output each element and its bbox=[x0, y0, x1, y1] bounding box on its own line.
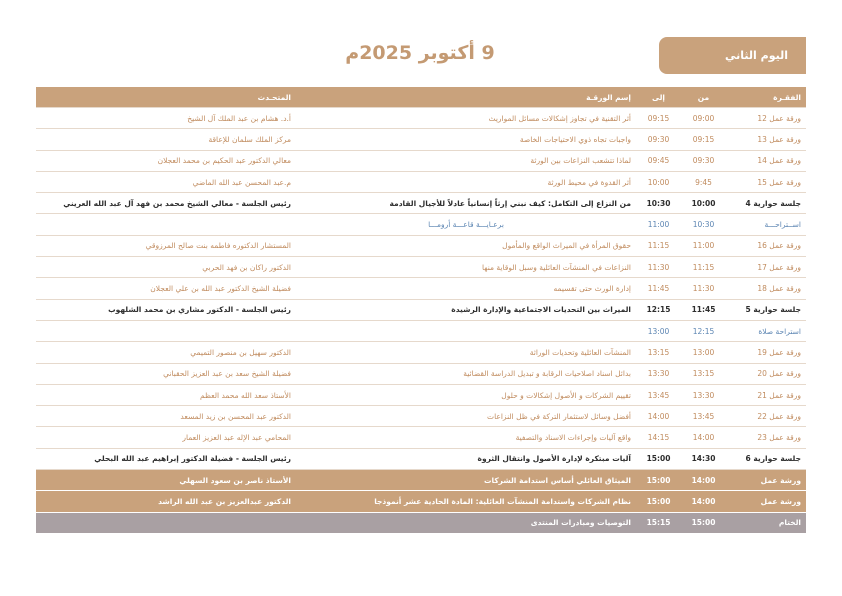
row-paper: تقييم الشركات و الأصول إشكالات و حلول bbox=[296, 384, 636, 405]
row-paper: لماذا تتشعب النزاعات بين الورثة bbox=[296, 150, 636, 171]
row-from: 11:15 bbox=[681, 257, 726, 278]
row-paper: واقع آليات وإجراءات الاسناد والتصفية bbox=[296, 427, 636, 448]
row-to: 11:30 bbox=[636, 257, 681, 278]
row-to: 10:00 bbox=[636, 171, 681, 192]
header-from: من bbox=[681, 87, 726, 108]
row-paper: حقوق المرأة في الميراث الواقع والمأمول bbox=[296, 235, 636, 256]
schedule-table bbox=[36, 87, 806, 533]
row-speaker: الأستاذ سعد الله محمد العظم bbox=[36, 384, 296, 405]
row-period: ورقة عمل 21 bbox=[726, 384, 806, 405]
table-row bbox=[36, 406, 806, 427]
row-speaker: م.عبد المحسن عبد الله الماضي bbox=[36, 171, 296, 192]
row-paper: النزاعات في المنشآت العائلية وسبل الوقاية منها bbox=[296, 257, 636, 278]
row-paper: التوصيات ومبادرات المنتدى bbox=[296, 512, 636, 533]
row-to: 14:00 bbox=[636, 406, 681, 427]
table-row bbox=[36, 214, 806, 235]
row-to: 13:15 bbox=[636, 342, 681, 363]
row-from: 13:45 bbox=[681, 406, 726, 427]
table-row bbox=[36, 448, 806, 469]
row-period: ورقة عمل 15 bbox=[726, 171, 806, 192]
header-to: إلى bbox=[636, 87, 681, 108]
row-to: 11:45 bbox=[636, 278, 681, 299]
row-to: 13:45 bbox=[636, 384, 681, 405]
row-speaker: الدكتور عبد المحسن بن زيد المسعد bbox=[36, 406, 296, 427]
row-speaker: الدكتور سهيل بن منصور التميمي bbox=[36, 342, 296, 363]
table-header-row bbox=[36, 87, 806, 108]
table-body bbox=[36, 108, 806, 533]
row-to: 09:15 bbox=[636, 108, 681, 129]
table-row bbox=[36, 193, 806, 214]
table-row bbox=[36, 108, 806, 129]
row-paper: أثر التقنية في تجاوز إشكالات مسائل المواريث bbox=[296, 108, 636, 129]
row-paper: الميراث بين التحديات الاجتماعية والإدارة الرشيدة bbox=[296, 299, 636, 320]
row-period: ورقة عمل 14 bbox=[726, 150, 806, 171]
row-from: 09:00 bbox=[681, 108, 726, 129]
row-period: ورشة عمل bbox=[726, 470, 806, 491]
row-speaker: المستشار الدكتوره فاطمه بنت صالح المرزوقي bbox=[36, 235, 296, 256]
row-from: 14:00 bbox=[681, 427, 726, 448]
table-row bbox=[36, 257, 806, 278]
row-period: جلسة حوارية 5 bbox=[726, 299, 806, 320]
row-from: 11:45 bbox=[681, 299, 726, 320]
row-period: جلسة حوارية 6 bbox=[726, 448, 806, 469]
table-row bbox=[36, 384, 806, 405]
row-speaker: معالي الدكتور عبد الحكيم بن محمد العجلان bbox=[36, 150, 296, 171]
row-paper: نظام الشركات واستدامة المنشآت العائلية: المادة الحادية عشر أنموذجا bbox=[296, 491, 636, 512]
row-from: 09:30 bbox=[681, 150, 726, 171]
row-to: 10:30 bbox=[636, 193, 681, 214]
row-paper: إدارة الورث حتى تقسيمه bbox=[296, 278, 636, 299]
row-paper bbox=[296, 320, 636, 341]
row-period: اســتراحـــة bbox=[726, 214, 806, 235]
row-speaker: رئيس الجلسة - معالي الشيخ محمد بن فهد آل عبد الله العريني bbox=[36, 193, 296, 214]
row-paper: المنشآت العائلية وتحديات الوراثة bbox=[296, 342, 636, 363]
row-from: 10:30 bbox=[681, 214, 726, 235]
row-speaker bbox=[36, 320, 296, 341]
row-period: ورقة عمل 18 bbox=[726, 278, 806, 299]
row-paper: من النزاع إلى التكامل: كيف نبني إرثاً إنسانياً عادلاً للأجيال القادمة bbox=[296, 193, 636, 214]
table-row bbox=[36, 150, 806, 171]
row-to: 14:15 bbox=[636, 427, 681, 448]
row-from: 09:15 bbox=[681, 129, 726, 150]
row-to: 13:00 bbox=[636, 320, 681, 341]
row-period: ورقة عمل 13 bbox=[726, 129, 806, 150]
row-period: جلسة حوارية 4 bbox=[726, 193, 806, 214]
table-row bbox=[36, 512, 806, 533]
row-speaker: رئيس الجلسة - الدكتور مشاري بن محمد الشلهوب bbox=[36, 299, 296, 320]
row-speaker: فضيلة الشيخ الدكتور عبد الله بن علي العجلان bbox=[36, 278, 296, 299]
row-from: 13:30 bbox=[681, 384, 726, 405]
header-speaker: المتحـدث bbox=[36, 87, 296, 108]
row-to: 15:00 bbox=[636, 491, 681, 512]
row-speaker: فضيلة الشيخ سعد بن عبد العزيز الحقباني bbox=[36, 363, 296, 384]
row-from: 15:00 bbox=[681, 512, 726, 533]
row-to: 15:15 bbox=[636, 512, 681, 533]
row-to: 09:45 bbox=[636, 150, 681, 171]
row-period: ورشة عمل bbox=[726, 491, 806, 512]
row-to: 12:15 bbox=[636, 299, 681, 320]
row-paper: أفضل وسائل لاستثمار التركة في ظل النزاعات bbox=[296, 406, 636, 427]
header-period: الفقـرة bbox=[726, 87, 806, 108]
row-period: ورقة عمل 23 bbox=[726, 427, 806, 448]
table-row bbox=[36, 320, 806, 341]
table-row bbox=[36, 299, 806, 320]
table-row bbox=[36, 427, 806, 448]
row-from: 13:15 bbox=[681, 363, 726, 384]
row-from: 9:45 bbox=[681, 171, 726, 192]
row-from: 14:30 bbox=[681, 448, 726, 469]
row-to: 11:15 bbox=[636, 235, 681, 256]
row-period: ورقة عمل 20 bbox=[726, 363, 806, 384]
row-to: 15:00 bbox=[636, 470, 681, 491]
row-paper: الميثاق العائلي أساس استدامة الشركات bbox=[296, 470, 636, 491]
row-to: 11:00 bbox=[636, 214, 681, 235]
row-paper: بدائل اسناد اصلاحيات الرقابة و تبديل الدراسة القضائية bbox=[296, 363, 636, 384]
row-paper: أثر القدوة في محيط الورثة bbox=[296, 171, 636, 192]
day-tab bbox=[659, 37, 806, 74]
table-row bbox=[36, 129, 806, 150]
day-label: اليوم الثاني bbox=[725, 49, 788, 62]
row-from: 14:00 bbox=[681, 491, 726, 512]
row-from: 11:00 bbox=[681, 235, 726, 256]
row-paper: واجبات تجاه ذوي الاحتياجات الخاصة bbox=[296, 129, 636, 150]
row-period: ورقة عمل 19 bbox=[726, 342, 806, 363]
table-row bbox=[36, 363, 806, 384]
row-period: ورقة عمل 22 bbox=[726, 406, 806, 427]
row-period: ورقة عمل 17 bbox=[726, 257, 806, 278]
row-period: ورقة عمل 12 bbox=[726, 108, 806, 129]
row-speaker: المحامي عبد الإله عبد العزيز العمار bbox=[36, 427, 296, 448]
table-row bbox=[36, 470, 806, 491]
row-from: 13:00 bbox=[681, 342, 726, 363]
row-period: ورقة عمل 16 bbox=[726, 235, 806, 256]
header-paper: إسم الورقـة bbox=[296, 87, 636, 108]
row-from: 14:00 bbox=[681, 470, 726, 491]
row-speaker: مركز الملك سلمان للإعاقة bbox=[36, 129, 296, 150]
row-from: 12:15 bbox=[681, 320, 726, 341]
row-to: 09:30 bbox=[636, 129, 681, 150]
table-row bbox=[36, 278, 806, 299]
row-period: استراحة صلاة bbox=[726, 320, 806, 341]
row-speaker: الدكتور عبدالعزيز بن عبد الله الراشد bbox=[36, 491, 296, 512]
table-row bbox=[36, 171, 806, 192]
row-from: 11:30 bbox=[681, 278, 726, 299]
row-speaker: الأستاذ ناصر بن سعود السهلي bbox=[36, 470, 296, 491]
table-row bbox=[36, 235, 806, 256]
row-paper: آليات مبتكرة لإدارة الأصول وانتقال الثروة bbox=[296, 448, 636, 469]
table-row bbox=[36, 342, 806, 363]
table-row bbox=[36, 491, 806, 512]
row-speaker: رئيس الجلسة - فضيلة الدكتور إبراهيم عبد الله البحلي bbox=[36, 448, 296, 469]
row-speaker bbox=[36, 512, 296, 533]
row-speaker bbox=[36, 214, 296, 235]
row-speaker: الدكتور راكان بن فهد الحربي bbox=[36, 257, 296, 278]
row-to: 15:00 bbox=[636, 448, 681, 469]
row-paper: برعـايـــة قاعـــة أرومـــا bbox=[296, 214, 636, 235]
row-period: الختام bbox=[726, 512, 806, 533]
row-from: 10:00 bbox=[681, 193, 726, 214]
page-title: 9 أكتوبر 2025م bbox=[345, 42, 495, 64]
row-to: 13:30 bbox=[636, 363, 681, 384]
row-speaker: أ.د. هشام بن عبد الملك آل الشيخ bbox=[36, 108, 296, 129]
